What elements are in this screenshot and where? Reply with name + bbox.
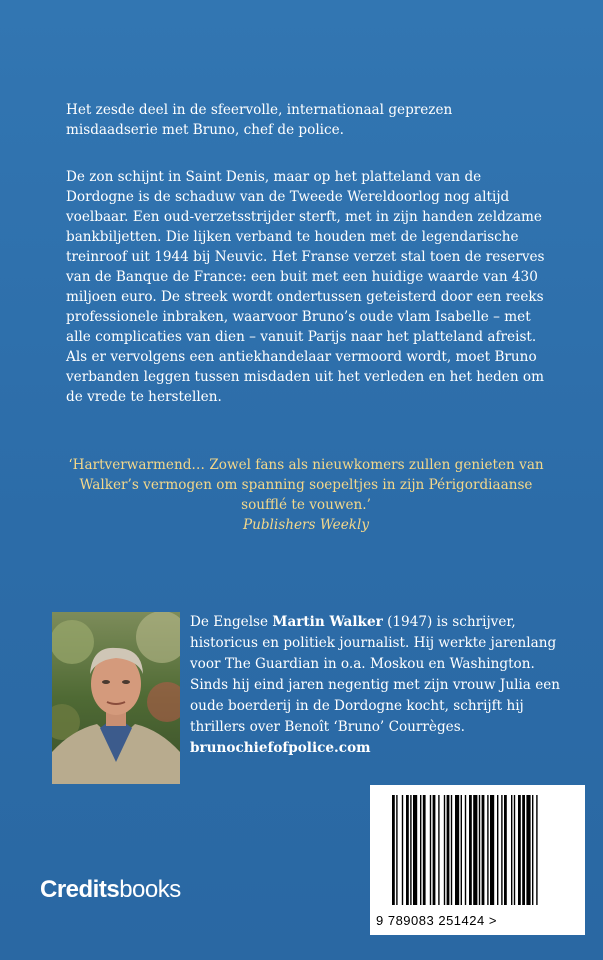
barcode-bar <box>406 795 409 905</box>
publisher-logo-light: books <box>119 876 181 903</box>
barcode-bar <box>447 795 450 905</box>
barcode-bar <box>469 795 472 905</box>
barcode-bar <box>402 795 403 905</box>
author-portrait-image <box>52 612 180 784</box>
isbn-barcode <box>370 785 585 935</box>
isbn-number: 9 789083 251424 > <box>376 913 497 928</box>
author-bio <box>190 612 570 759</box>
barcode-bar <box>504 795 507 905</box>
barcode-bar <box>514 795 515 905</box>
barcode-bar <box>433 795 436 905</box>
barcode-bar <box>396 795 397 905</box>
barcode-bars <box>370 785 585 915</box>
review-quote <box>60 455 552 535</box>
barcode-bar <box>479 795 480 905</box>
bio-rest: (1947) is schrijver, historicus en politiek journalist. Hij werkte jarenlang voor The Guardian in o.a. Moskou en Washington. Sinds hij eind jaren negentig met zijn vrouw Julia een oude boerderij in de Dordogne kocht, schrijft hij thrillers over Benoît ‘Bruno’ Courrèges. <box>190 614 561 735</box>
barcode-bar <box>438 795 439 905</box>
barcode-bar <box>455 795 459 905</box>
barcode-bar <box>410 795 411 905</box>
barcode-bar <box>461 795 462 905</box>
author-website: brunochiefofpolice.com <box>190 740 371 756</box>
barcode-bar <box>526 795 530 905</box>
barcode-bar <box>430 795 431 905</box>
barcode-bar <box>392 795 395 905</box>
barcode-bar <box>444 795 445 905</box>
barcode-bar <box>490 795 494 905</box>
intro-text: Het zesde deel in de sfeervolle, internationaal geprezen misdaadserie met Bruno, chef de police. <box>66 102 453 138</box>
barcode-bar <box>497 795 498 905</box>
barcode-bar <box>465 795 466 905</box>
barcode-bar <box>413 795 417 905</box>
quote-text: ‘Hartverwarmend… Zowel fans als nieuwkomers zullen genieten van Walker’s vermogen om spanning soepeltjes in zijn Périgordiaanse soufflé te vouwen.’ <box>68 457 544 513</box>
barcode-bar <box>522 795 525 905</box>
summary-text: De zon schijnt in Saint Denis, maar op het platteland van de Dordogne is de schaduw van de Tweede Wereldoorlog nog altijd voelbaar. Een oud-verzetsstrijder sterft, met in zijn handen zeldzame bankbiljetten. Die lijken verband te houden met de legendarische treinroof uit 1944 bij Neuvic. Het Franse verzet stal toen de reserves van de Banque de France: een buit met een huidige waarde van 430 miljoen euro. De streek wordt ondertussen geteisterd door een reeks professionele inbraken, waarvoor Bruno’s oude vlam Isabelle – met alle complicaties van dien – vanuit Parijs naar het platteland afreist. Als er vervolgens een antiekhandelaar vermoord wordt, moet Bruno verbanden leggen tussen misdaden uit het verleden en het heden om de vrede te herstellen. <box>66 169 545 405</box>
barcode-bar <box>501 795 502 905</box>
quote-source: Publishers Weekly <box>242 517 370 533</box>
publisher-logo-bold: Credits <box>40 876 120 903</box>
barcode-bar <box>532 795 533 905</box>
author-name: Martin Walker <box>272 614 383 630</box>
barcode-bar <box>536 795 537 905</box>
barcode-bar <box>487 795 488 905</box>
barcode-bar <box>423 795 426 905</box>
barcode-bar <box>451 795 452 905</box>
publisher-logo <box>40 876 181 904</box>
barcode-bar <box>473 795 477 905</box>
bio-paragraph <box>190 612 570 738</box>
barcode-bar <box>511 795 512 905</box>
author-photo <box>52 612 180 784</box>
barcode-bar <box>420 795 421 905</box>
barcode-bar <box>518 795 521 905</box>
bio-prefix: De Engelse <box>190 614 273 630</box>
barcode-bar <box>482 795 485 905</box>
